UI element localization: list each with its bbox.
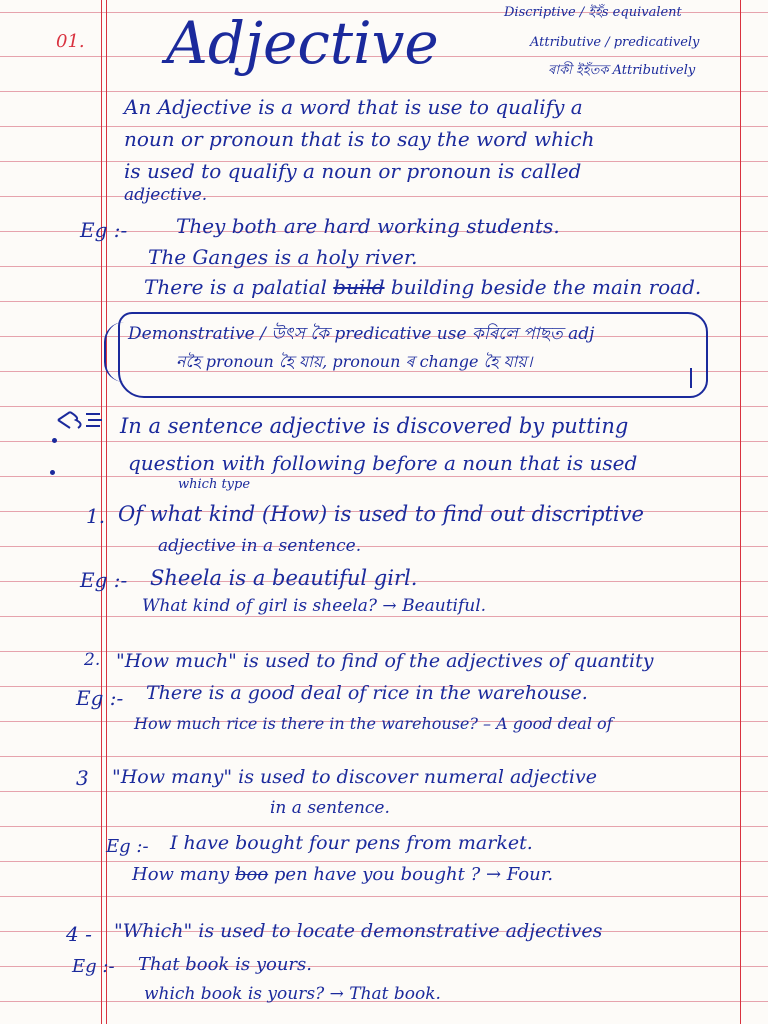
- example-label: Eg :-: [76, 686, 124, 710]
- definition-line: noun or pronoun that is to say the word which: [124, 127, 595, 151]
- example-line: How much rice is there in the warehouse? – A good deal of: [134, 714, 613, 733]
- example-line: which book is yours? → That book.: [144, 984, 441, 1004]
- example-line-start: There is a palatial: [144, 275, 327, 299]
- item-number: 1.: [86, 504, 106, 528]
- example-line-end: building beside the main road.: [390, 275, 702, 299]
- margin-line-left-inner: [106, 0, 107, 1024]
- corner-note-line-2: Attributive / predicatively: [530, 35, 700, 50]
- bullet-dot: [52, 438, 57, 443]
- item-line: "Which" is used to locate demonstrative adjectives: [114, 920, 603, 942]
- item-line: in a sentence.: [270, 798, 390, 818]
- example-label: Eg :-: [80, 568, 128, 592]
- example-line: I have bought four pens from market.: [170, 832, 533, 854]
- struck-word: build: [333, 275, 385, 299]
- example-label: Eg :-: [72, 956, 115, 977]
- example-line-3: [144, 277, 701, 297]
- item-line: "How many" is used to discover numeral adjective: [112, 766, 597, 788]
- bullet-dot: [50, 470, 55, 475]
- example-line: The Ganges is a holy river.: [148, 245, 418, 269]
- example-line: That book is yours.: [138, 954, 312, 975]
- struck-word: boo: [234, 864, 269, 885]
- item-number: 2.: [84, 650, 101, 670]
- corner-note-line-1: Discriptive / ইহঁs equivalent: [504, 5, 682, 20]
- item-line: adjective in a sentence.: [158, 536, 362, 556]
- corner-note-line-3: ৰাকী ইহঁতক Attributively: [548, 63, 696, 78]
- section-2-subnote: which type: [178, 477, 251, 492]
- item-number: 3: [76, 766, 89, 790]
- item-number: 4 -: [66, 922, 92, 946]
- closing-bar: [690, 368, 692, 388]
- page-title: Adjective: [166, 9, 439, 77]
- item-line: Of what kind (How) is used to find out discriptive: [118, 502, 644, 526]
- section-2-line: In a sentence adjective is discovered by putting: [120, 414, 629, 438]
- example-label: Eg :-: [106, 836, 149, 857]
- example-line: [132, 866, 553, 884]
- boxed-note-line: Demonstrative / উৎস কৈ predicative use কৰিলে পাছত adj: [128, 324, 595, 344]
- boxed-note-line: নহৈ pronoun হৈ যায়, pronoun ৰ change হৈ যায়।: [176, 352, 533, 371]
- example-line-start: How many: [132, 864, 230, 885]
- margin-line-right: [740, 0, 741, 1024]
- example-line-end: pen have you bought ? → Four.: [273, 864, 554, 885]
- item-line: "How much" is used to find of the adjectives of quantity: [116, 650, 654, 672]
- example-line: What kind of girl is sheela? → Beautiful.: [142, 596, 487, 616]
- example-line: They both are hard working students.: [176, 214, 560, 238]
- page-number: 01.: [56, 31, 85, 52]
- example-label: Eg :-: [80, 218, 128, 242]
- scribble-mark: [56, 408, 106, 432]
- definition-line: is used to qualify a noun or pronoun is called: [124, 159, 582, 183]
- example-line: Sheela is a beautiful girl.: [150, 566, 418, 590]
- definition-line: An Adjective is a word that is use to qualify a: [124, 95, 583, 119]
- section-2-line: question with following before a noun that is used: [128, 451, 638, 475]
- definition-line: adjective.: [124, 185, 208, 205]
- example-line: There is a good deal of rice in the warehouse.: [146, 682, 588, 704]
